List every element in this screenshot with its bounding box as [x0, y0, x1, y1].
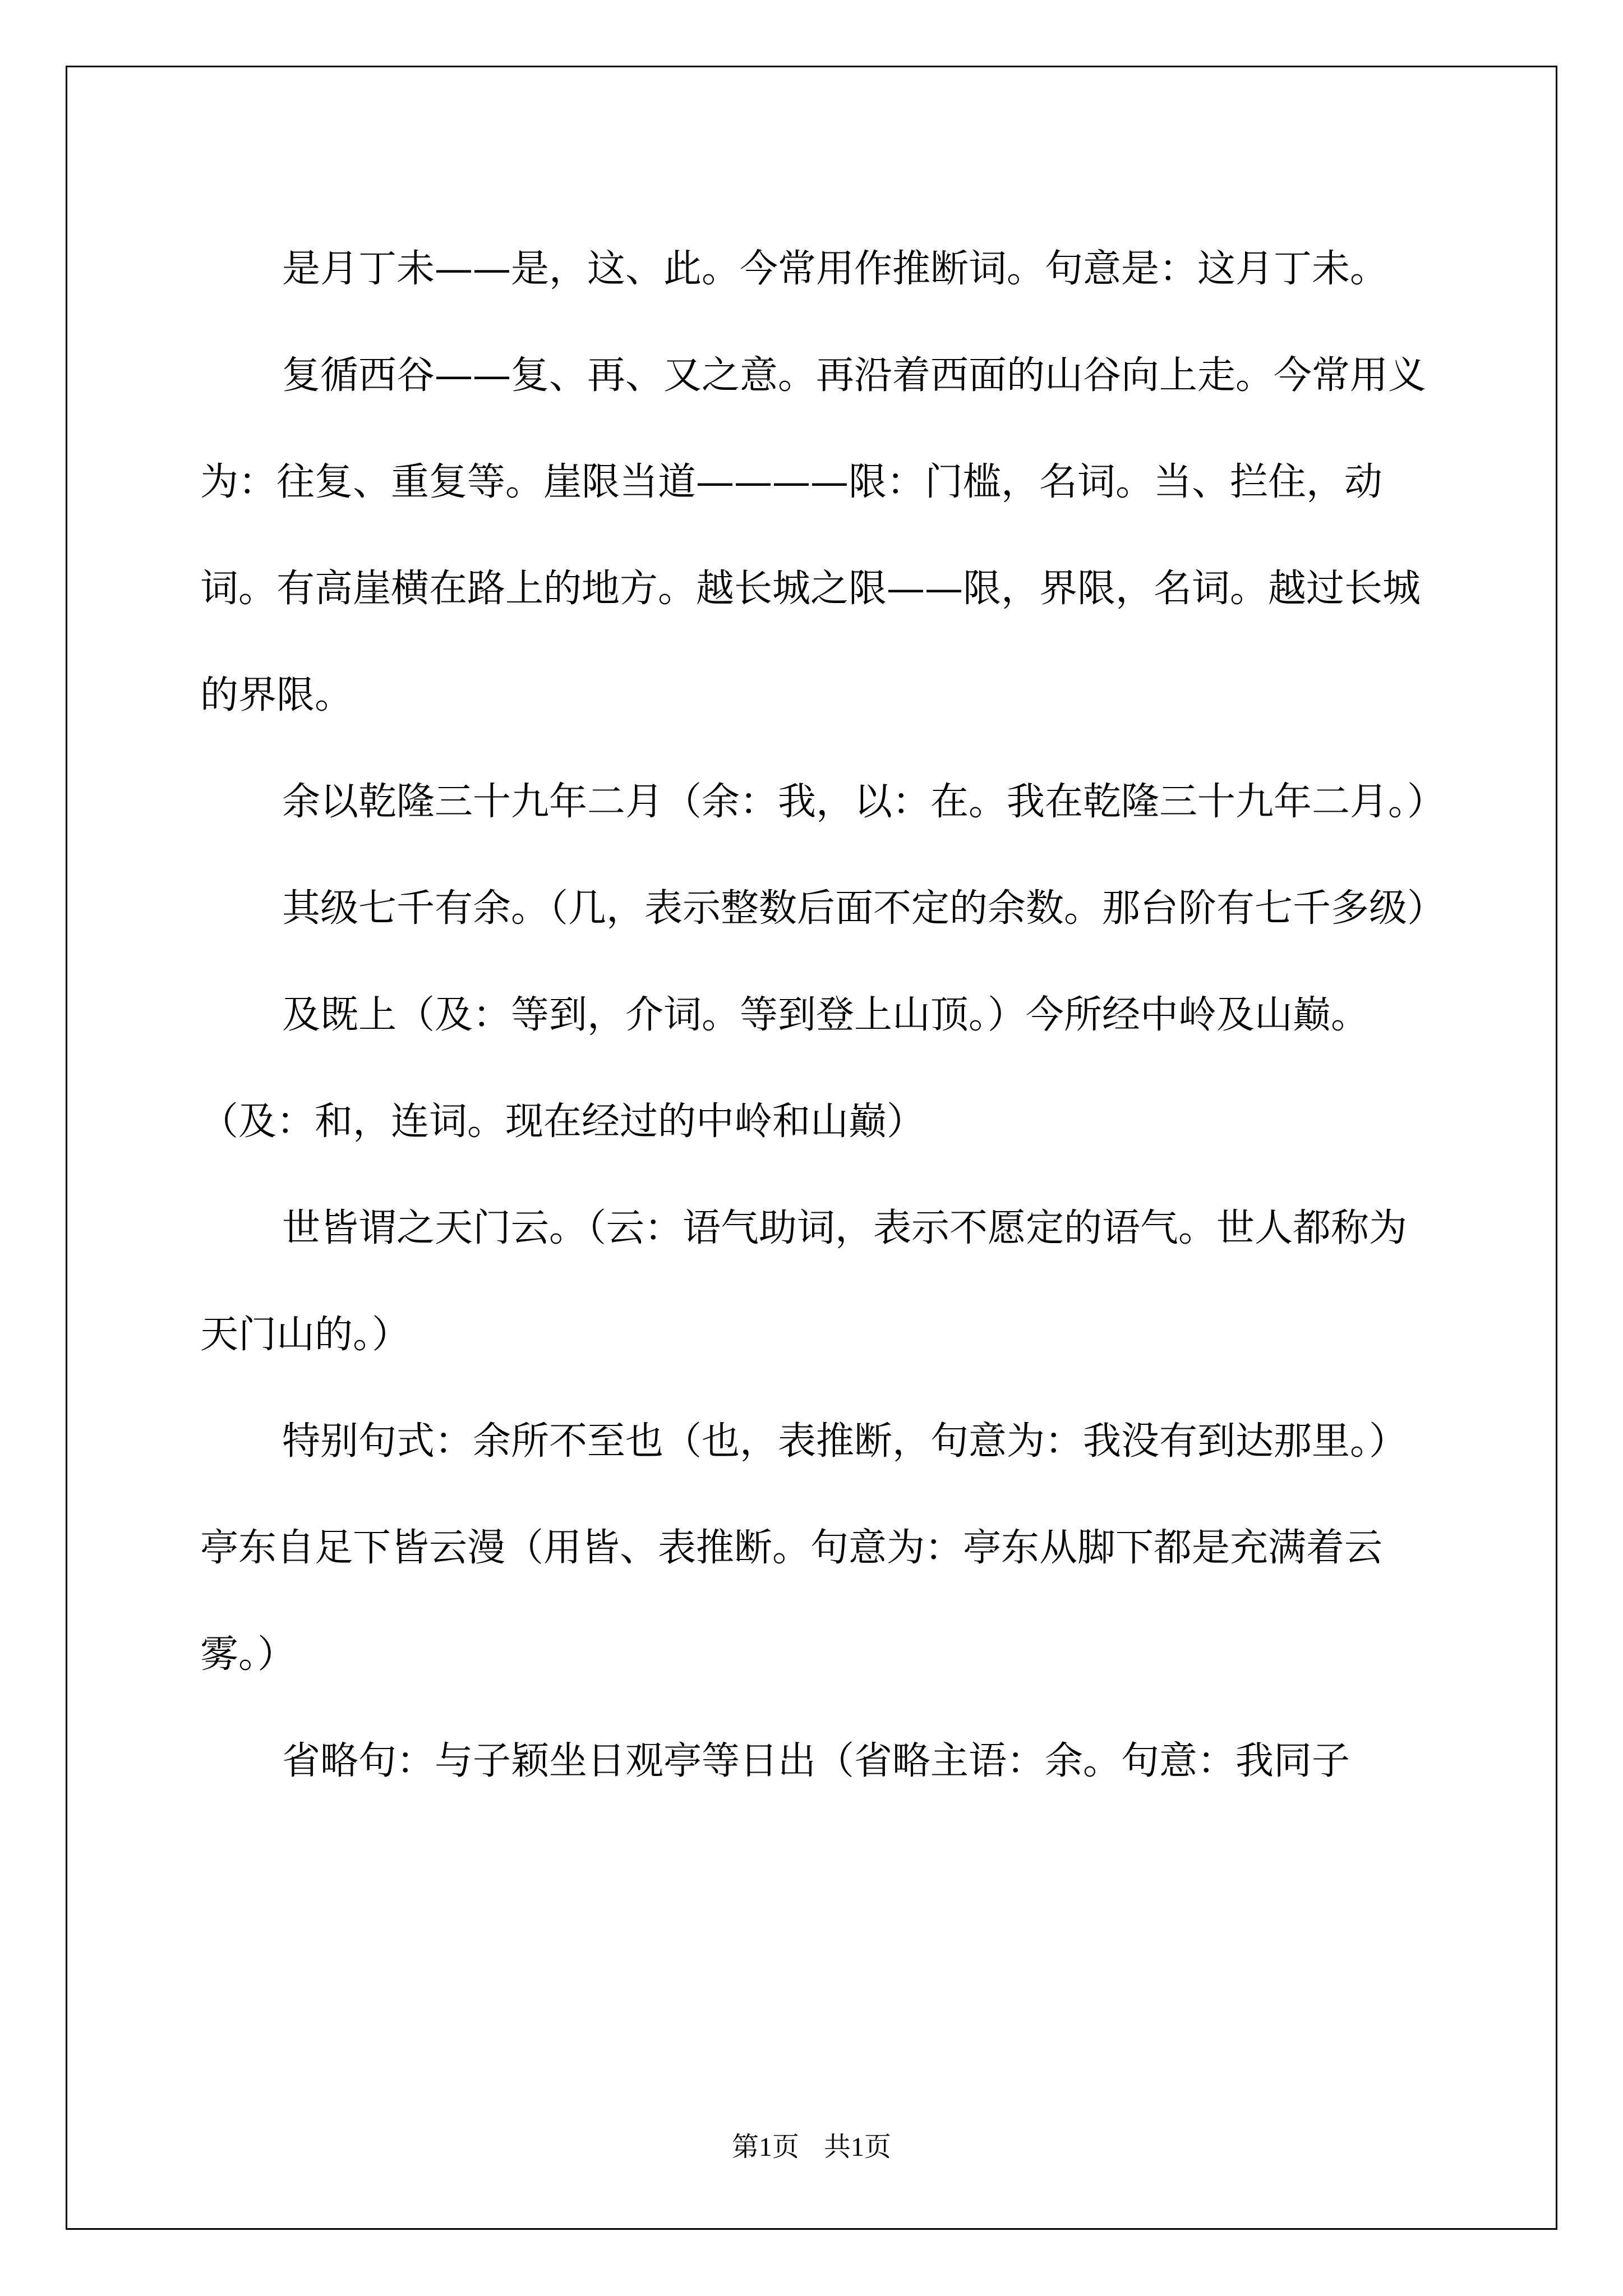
paragraph-2: 复循西谷——复、再、又之意。再沿着西面的山谷向上走。今常用义为：往复、重复等。崖限当道————限：门槛，名词。当、拦住，动词。有高崖横在路上的地方。越长城之限——限，界限，名词。越过长城的界限。 [200, 353, 1427, 717]
paragraph-7: 特别句式：余所不至也（也，表推断，句意为：我没有到达那里。） [282, 1419, 1408, 1464]
paragraph-9: 省略句：与子颖坐日观亭等日出（省略主语：余。句意：我同子 [282, 1739, 1350, 1783]
paragraph-4: 其级七千有余。（几，表示整数后面不定的余数。那台阶有七千多级） [282, 886, 1446, 931]
paragraph-8: 亭东自足下皆云漫（用皆、表推断。句意为：亭东从脚下都是充满着云雾。） [200, 1526, 1383, 1677]
page-number-current: 第1页 [731, 2132, 799, 2162]
paragraph-3: 余以乾隆三十九年二月（余：我，以：在。我在乾隆三十九年二月。） [282, 780, 1446, 824]
paragraph-1: 是月丁未——是，这、此。今常用作推断词。句意是：这月丁未。 [282, 247, 1389, 291]
page-footer [0, 2131, 1623, 2164]
paragraph-6: 世皆谓之天门云。（云：语气助词，表示不愿定的语气。世人都称为天门山的。） [200, 1206, 1408, 1357]
document-body [200, 216, 1446, 1815]
page-number-total: 共1页 [824, 2132, 892, 2162]
paragraph-5: 及既上（及：等到，介词。等到登上山顶。）今所经中岭及山巅。（及：和，连词。现在经过的中岭和山巅） [200, 993, 1370, 1144]
